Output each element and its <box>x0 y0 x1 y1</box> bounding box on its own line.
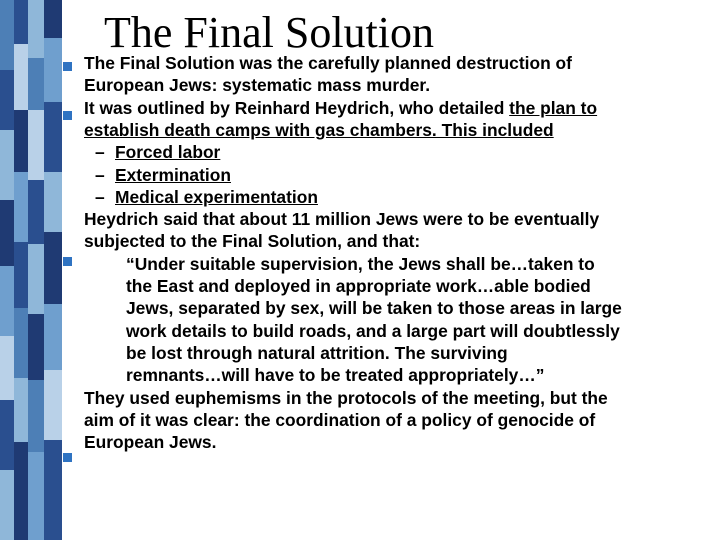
text-line: They used euphemisms in the protocols of the meeting, but the <box>84 387 608 408</box>
text-line: subjected to the Final Solution, and that: <box>84 231 421 252</box>
slide-title: The Final Solution <box>104 8 434 57</box>
square-bullet-icon <box>63 453 72 462</box>
text-line: The Final Solution was the carefully planned destruction of <box>84 53 572 73</box>
dash-marker: – <box>95 186 105 207</box>
sub-item-label: Extermination <box>115 164 231 185</box>
square-bullet-icon <box>63 111 72 120</box>
sub-item-label: Forced labor <box>115 142 221 163</box>
quote-line: work details to build roads, and a large part will doubtlessly <box>126 320 620 341</box>
quote-line: the East and deployed in appropriate work…able bodied <box>126 276 591 296</box>
text-line: Heydrich said that about 11 million Jews were to be eventually <box>84 209 600 230</box>
quote-line: remnants…will have to be treated appropriately…” <box>126 365 545 386</box>
text-line: European Jews. <box>84 432 217 453</box>
dash-marker: – <box>95 142 105 163</box>
underlined-text: the plan to <box>509 97 598 118</box>
text-line: aim of it was clear: the coordination of a policy of genocide of <box>84 409 596 430</box>
square-bullet-icon <box>63 62 72 71</box>
decorative-stripe <box>0 0 62 540</box>
square-bullet-icon <box>63 257 72 266</box>
sub-item-label: Medical experimentation <box>115 186 318 207</box>
quote-line: be lost through natural attrition. The surviving <box>126 342 508 363</box>
quote-line: “Under suitable supervision, the Jews shall be…taken to <box>126 253 595 274</box>
quote-line: Jews, separated by sex, will be taken to those areas in large <box>126 298 622 319</box>
text-fragment: It was outlined by Reinhard Heydrich, who detailed <box>84 97 510 118</box>
text-line: European Jews: systematic mass murder. <box>84 75 431 96</box>
text-line <box>84 97 597 119</box>
dash-marker: – <box>95 164 105 185</box>
text-line: establish death camps with gas chambers. This included <box>84 119 554 140</box>
